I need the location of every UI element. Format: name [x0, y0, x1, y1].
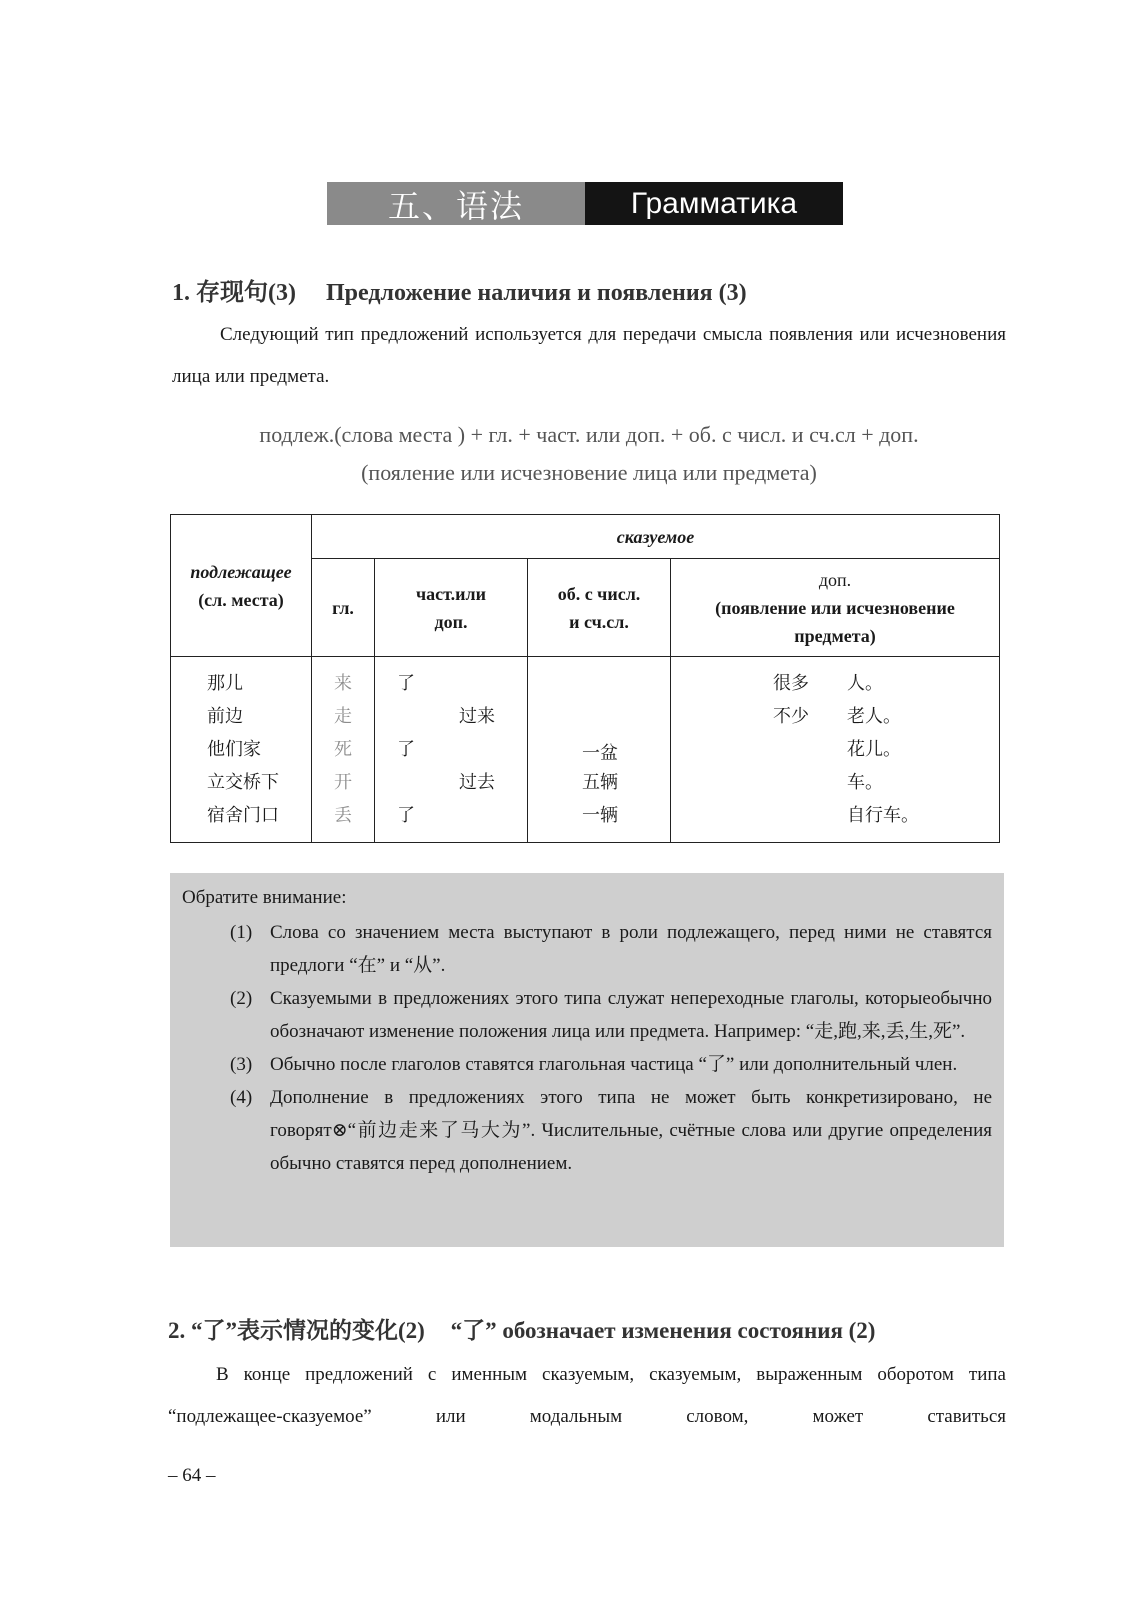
section-banner — [327, 182, 843, 225]
subject-header — [171, 515, 312, 657]
object-cell — [773, 667, 999, 700]
numeral-column — [528, 657, 671, 843]
page-number: – 64 – — [168, 1465, 216, 1486]
banner-chinese: 五、语法 — [327, 182, 585, 225]
note-item-number: (3) — [230, 1054, 253, 1075]
numeral-col-line2: и сч.сл. — [569, 611, 629, 632]
subject-column — [171, 657, 312, 843]
object-text: 人。 — [847, 673, 883, 694]
particle-text: 了 — [397, 805, 415, 826]
section2-title-cn: “了”表示情况的变化(2) — [191, 1318, 425, 1343]
section1-title-ru: Предложение наличия и появления (3) — [325, 280, 747, 306]
object-text: 老人。 — [847, 706, 901, 727]
particle-col-line1: част.или — [416, 583, 486, 604]
particle-text: 了 — [397, 673, 415, 694]
predicate-header: сказуемое — [312, 515, 1000, 559]
verb-cell: 走 — [334, 706, 352, 727]
section1-title-cn: 存现句(3) — [196, 280, 296, 306]
formula-line-1: подлеж.(слова места ) + гл. + част. или доп. + об. с числ. и сч.сл + доп. — [259, 422, 919, 447]
numeral-cell: 一辆 — [582, 805, 618, 826]
particle-col-header — [375, 559, 528, 657]
object-col-line1: доп. — [818, 569, 852, 590]
note-item-text: Слова со значением места выступают в роли подлежащего, перед ними не ставятся предлоги “在” и “从”. — [270, 922, 992, 976]
subject-cell: 宿舍门口 — [207, 805, 279, 826]
object-column — [671, 657, 1000, 843]
object-text: 车。 — [847, 772, 883, 793]
section1-intro — [172, 314, 1006, 398]
section2-title-ru: “了” обозначает изменения состояния (2) — [450, 1318, 876, 1343]
particle-cell — [397, 700, 527, 733]
sentence-structure-table — [170, 514, 1000, 843]
section2-number: 2. — [168, 1318, 186, 1343]
particle-cell — [397, 766, 527, 799]
numeral-cell: 五辆 — [582, 772, 618, 793]
complement-text: 过来 — [459, 706, 495, 727]
quant-text: 不少 — [773, 706, 809, 727]
particle-column — [375, 657, 528, 843]
subject-cell: 他们家 — [207, 739, 261, 760]
banner-russian: Грамматика — [585, 182, 843, 225]
note-item — [230, 982, 992, 1048]
subject-cell: 立交桥下 — [207, 772, 279, 793]
note-item-text: Сказуемыми в предложениях этого типа служат непереходные глаголы, которыеобычно обозначают изменение положения лица или предмета. Например: “走,跑,来,丢,生,死”. — [270, 988, 992, 1042]
particle-text: 了 — [397, 739, 415, 760]
object-text: 自行车。 — [847, 805, 919, 826]
verb-cell: 死 — [334, 739, 352, 760]
grammar-formula — [172, 416, 1006, 492]
section1-number: 1. — [172, 280, 190, 306]
subject-cell: 前边 — [207, 706, 243, 727]
object-col-line2: (появление или исчезновение — [715, 597, 955, 618]
subject-cell: 那儿 — [207, 673, 243, 694]
numeral-cell — [582, 700, 670, 733]
verb-cell: 丢 — [334, 805, 352, 826]
verb-column — [312, 657, 375, 843]
quant-text: 很多 — [773, 673, 809, 694]
object-cell — [773, 700, 999, 733]
object-text: 花儿。 — [847, 739, 901, 760]
complement-text: 过去 — [459, 772, 495, 793]
note-item-number: (2) — [230, 988, 253, 1009]
note-item — [230, 916, 992, 982]
note-item — [230, 1081, 992, 1180]
verb-cell: 来 — [334, 673, 352, 694]
section2-paragraph: В конце предложений с именным сказуемым, сказуемым, выраженным оборотом типа “подлежащее-сказуемое” или модальным словом, может ставиться — [168, 1364, 1006, 1427]
numeral-cell — [582, 667, 670, 700]
object-col-header — [671, 559, 1000, 657]
particle-col-line2: доп. — [434, 611, 468, 632]
particle-cell — [397, 799, 527, 832]
object-cell — [773, 766, 999, 799]
verb-col-header: гл. — [312, 559, 375, 657]
intro-paragraph: Следующий тип предложений используется для передачи смысла появления или исчезновения лица или предмета. — [172, 324, 1006, 387]
note-title: Обратите внимание: — [182, 887, 347, 908]
note-item-number: (4) — [230, 1087, 253, 1108]
numeral-col-header — [528, 559, 671, 657]
object-col-line3: предмета) — [794, 625, 876, 646]
formula-line-2: (поялениe или исчезновение лица или предмета) — [361, 460, 817, 485]
section2-heading — [168, 1312, 875, 1345]
numeral-col-line1: об. с числ. — [557, 583, 641, 604]
note-item-text: Дополнение в предложениях этого типа не может быть конкретизировано, не говорят⊗“前边走来了马大为”. Числительные, счётные слова или другие определения обычно ставятся перед дополнением. — [270, 1087, 992, 1174]
particle-cell — [397, 733, 527, 766]
object-cell — [773, 799, 999, 832]
section1-heading — [172, 272, 747, 307]
attention-note-box — [170, 873, 1004, 1247]
subject-header-line2: (сл. места) — [198, 589, 284, 610]
section2-text — [168, 1354, 1006, 1438]
note-item-text: Обычно после глаголов ставятся глагольная частица “了” или дополнительный член. — [270, 1054, 958, 1075]
numeral-cell: 一盆 — [582, 743, 618, 764]
verb-cell: 开 — [334, 772, 352, 793]
object-cell — [773, 733, 999, 766]
particle-cell — [397, 667, 527, 700]
note-item-number: (1) — [230, 922, 253, 943]
subject-header-line1: подлежащее — [190, 561, 292, 582]
note-item — [230, 1048, 992, 1081]
